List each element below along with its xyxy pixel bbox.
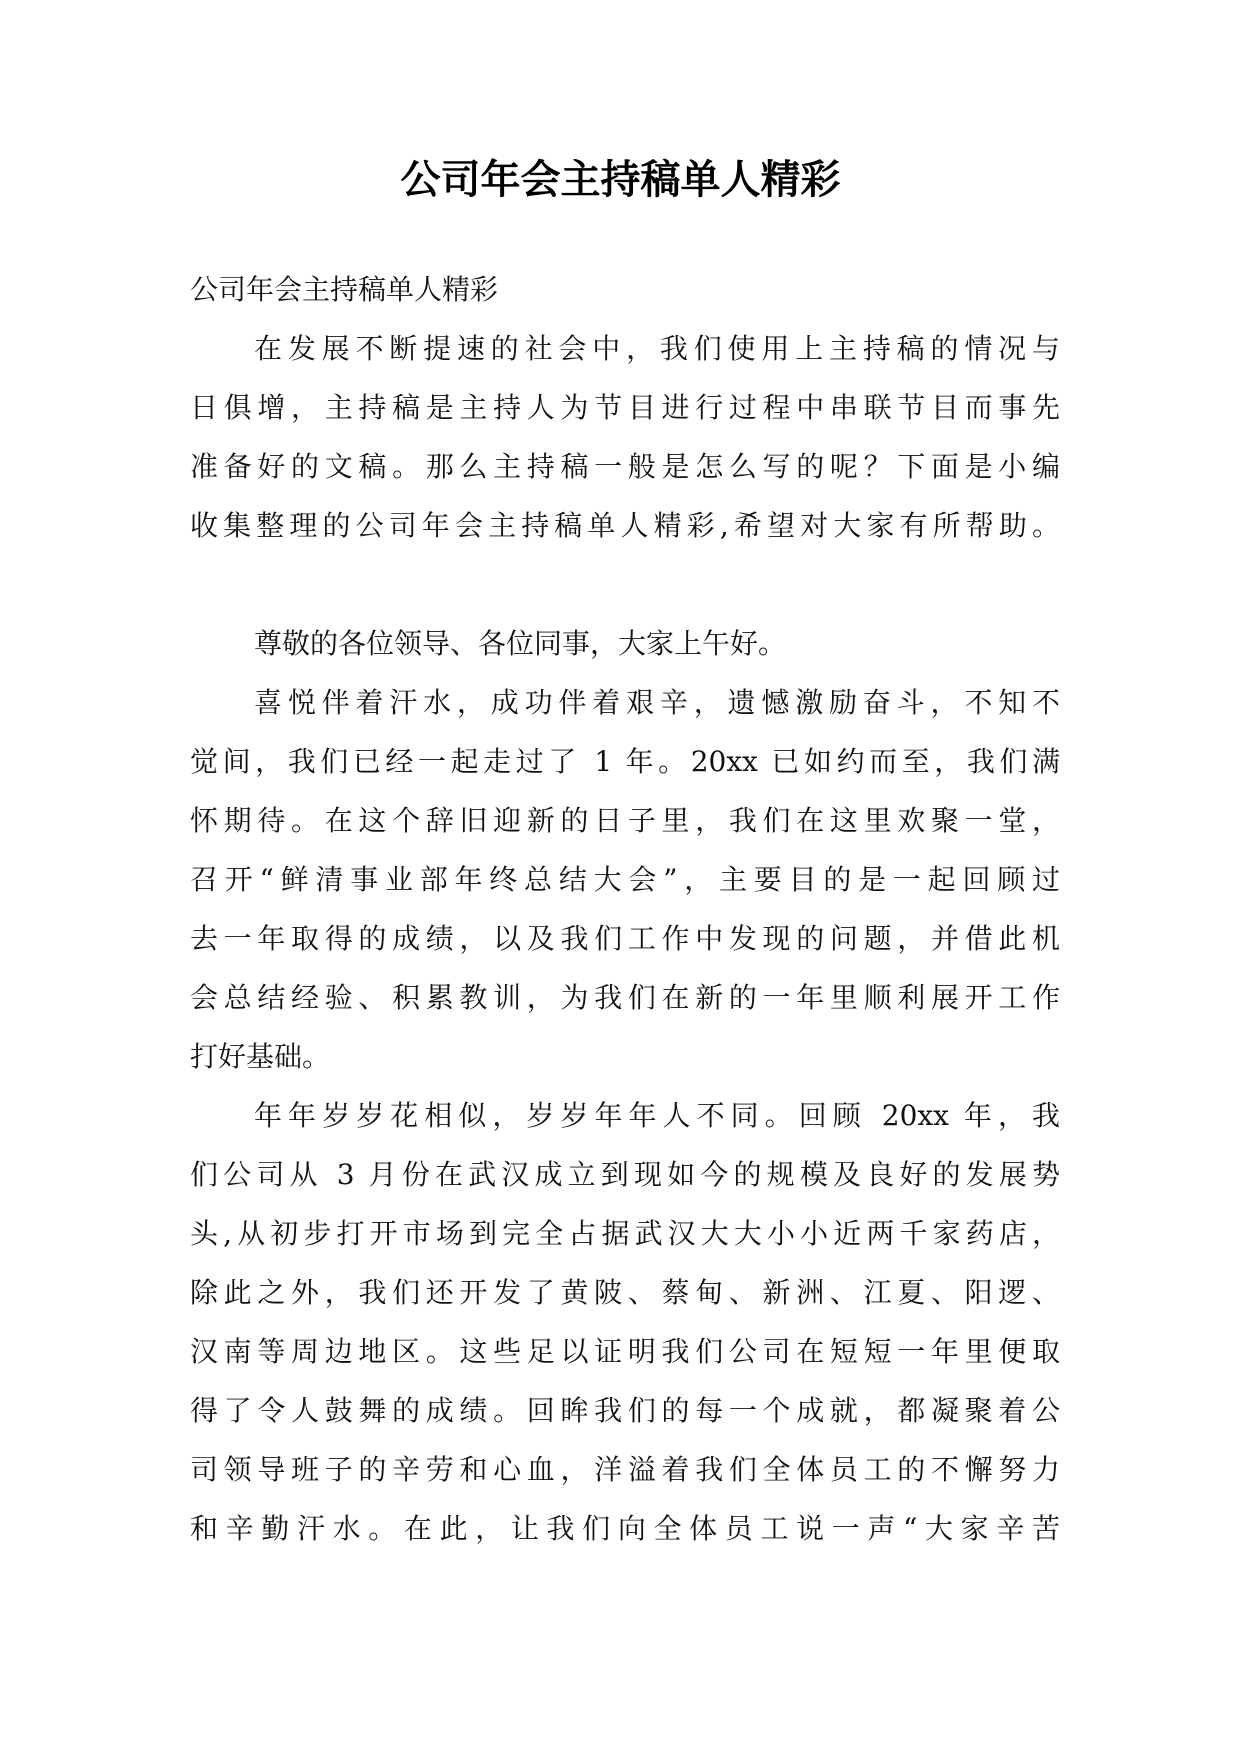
document-title: 公司年会主持稿单人精彩 [400,157,841,203]
paragraph-line: 们公司从 3 月份在武汉成立到现如今的规模及良好的发展势 [190,1158,1060,1191]
paragraph-line: 日俱增，主持稿是主持人为节目进行过程中串联节目而事先 [190,391,1060,424]
paragraph-line: 会总结经验、积累教训，为我们在新的一年里顺利展开工作 [190,981,1060,1014]
paragraph-line: 准备好的文稿。那么主持稿一般是怎么写的呢？下面是小编 [190,450,1060,483]
paragraph-line: 得了令人鼓舞的成绩。回眸我们的每一个成就，都凝聚着公 [190,1394,1060,1427]
document-subtitle: 公司年会主持稿单人精彩 [190,273,499,306]
paragraph-line: 去一年取得的成绩，以及我们工作中发现的问题，并借此机 [190,922,1060,955]
paragraph-line: 尊敬的各位领导、各位同事，大家上午好。 [254,627,787,660]
paragraph-line: 年年岁岁花相似，岁岁年年人不同。回顾 20xx 年，我 [254,1099,1060,1132]
paragraph-line: 在发展不断提速的社会中，我们使用上主持稿的情况与 [254,332,1060,365]
paragraph-line: 怀期待。在这个辞旧迎新的日子里，我们在这里欢聚一堂， [190,804,1060,837]
paragraph-gap [190,555,1060,614]
paragraph-line: 打好基础。 [190,1040,331,1073]
paragraph-line: 喜悦伴着汗水，成功伴着艰辛，遗憾激励奋斗，不知不 [254,686,1060,719]
paragraph-line: 和辛勤汗水。在此，让我们向全体员工说一声“大家辛苦 [190,1512,1060,1545]
paragraph-line: 收集整理的公司年会主持稿单人精彩,希望对大家有所帮助。 [190,509,1060,542]
paragraph-line: 觉间，我们已经一起走过了 1 年。20xx 已如约而至，我们满 [190,745,1060,778]
paragraph-line: 召开“鲜清事业部年终总结大会”，主要目的是一起回顾过 [190,863,1060,896]
paragraph-line: 头,从初步打开市场到完全占据武汉大大小小近两千家药店， [190,1217,1060,1250]
paragraph-line: 汉南等周边地区。这些足以证明我们公司在短短一年里便取 [190,1335,1060,1368]
document-body [190,260,1060,1558]
paragraph-line: 除此之外，我们还开发了黄陂、蔡甸、新洲、江夏、阳逻、 [190,1276,1060,1309]
paragraph-line: 司领导班子的辛劳和心血，洋溢着我们全体员工的不懈努力 [190,1453,1060,1486]
